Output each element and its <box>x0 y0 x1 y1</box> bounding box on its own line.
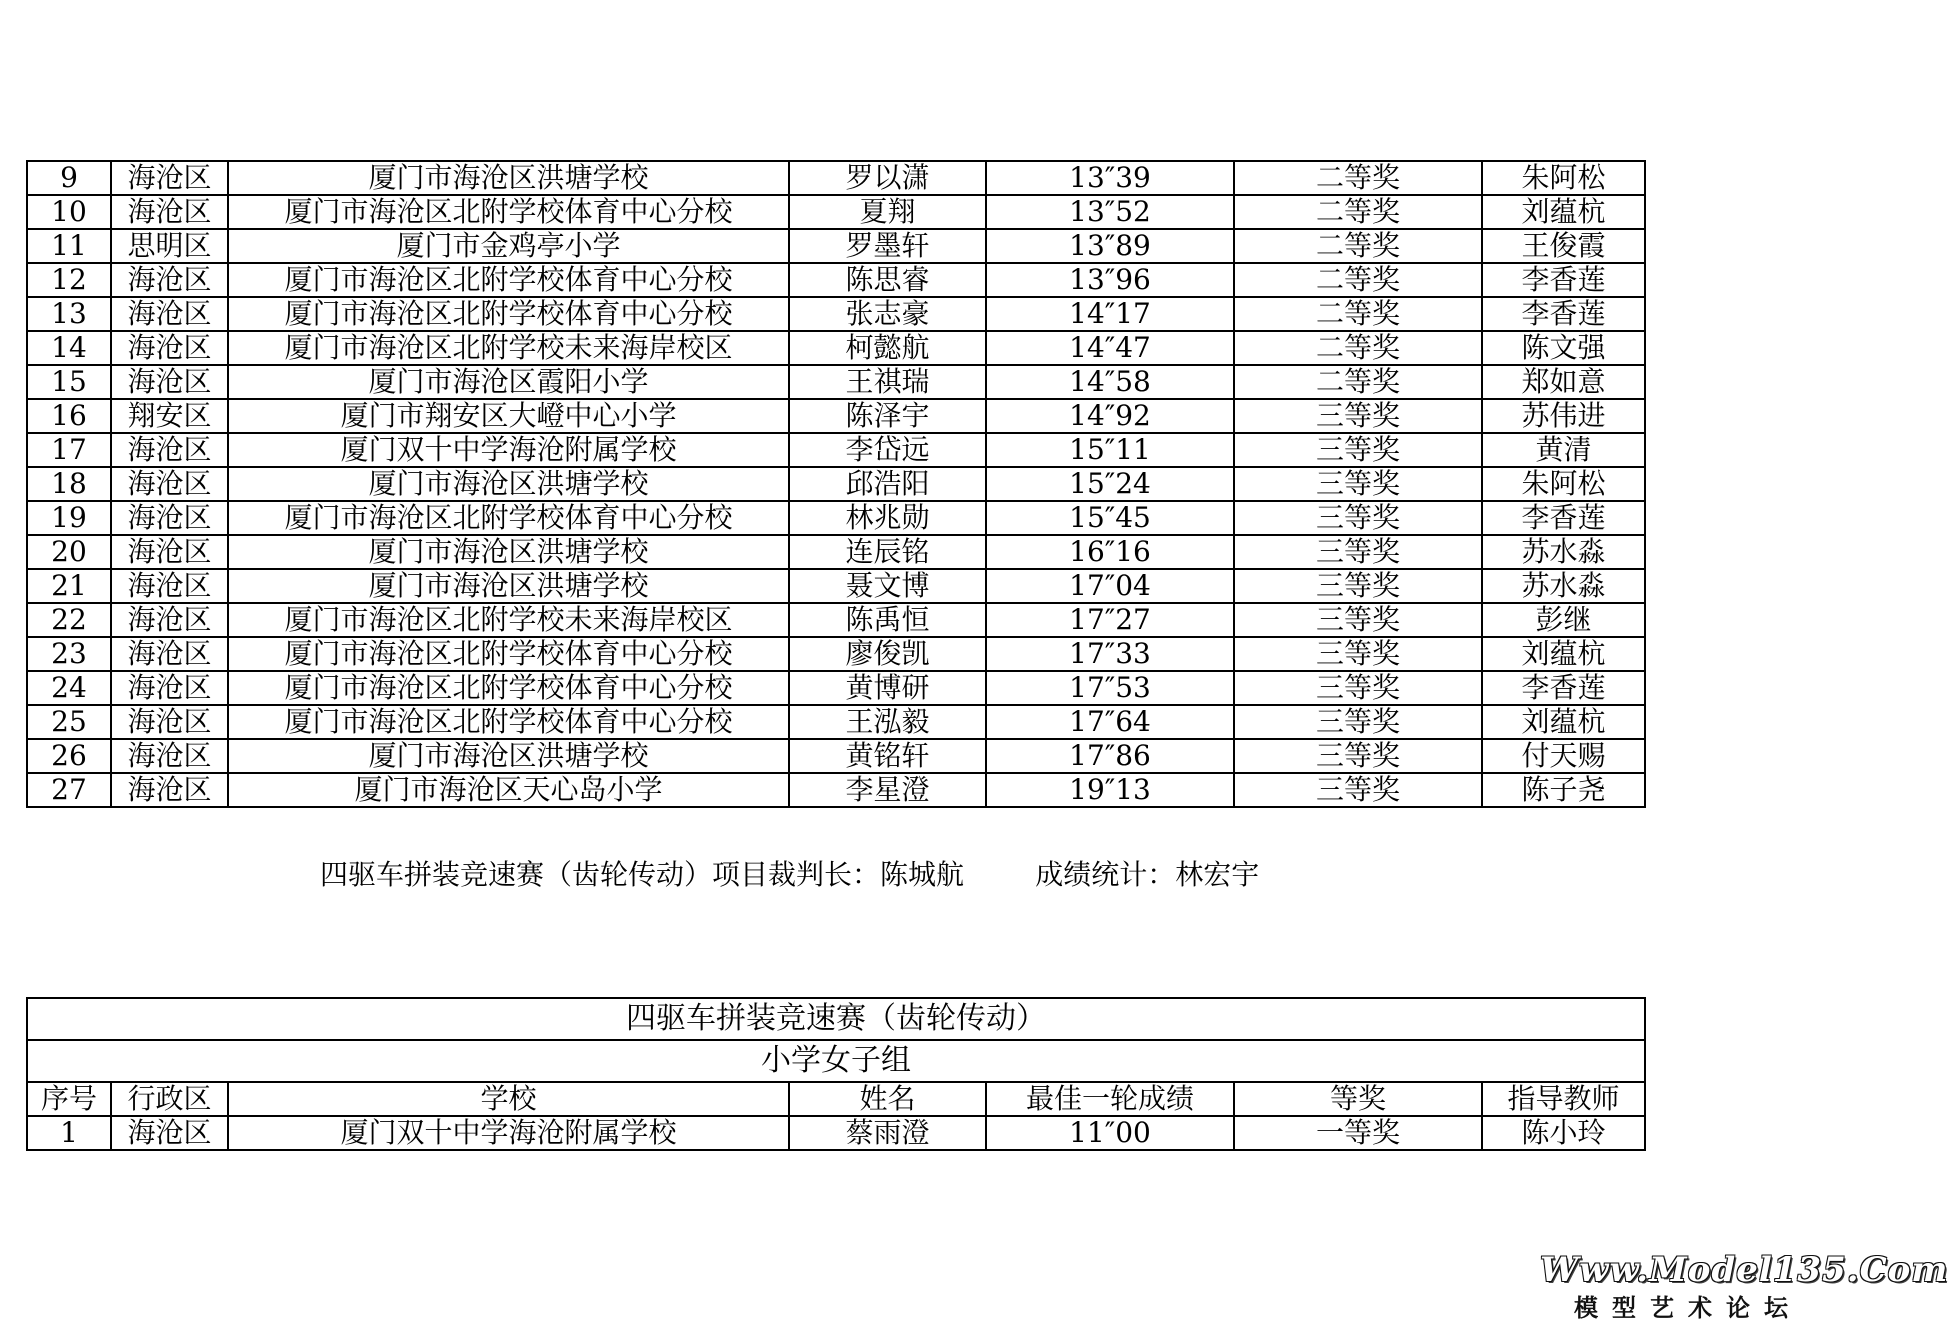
cell-name: 聂文博 <box>789 569 986 603</box>
cell-time: 19″13 <box>986 773 1234 807</box>
cell-teacher: 李香莲 <box>1482 297 1645 331</box>
cell-name: 连辰铭 <box>789 535 986 569</box>
cell-teacher: 郑如意 <box>1482 365 1645 399</box>
cell-district: 翔安区 <box>111 399 228 433</box>
cell-name: 陈禹恒 <box>789 603 986 637</box>
cell-name: 张志豪 <box>789 297 986 331</box>
cell-award: 二等奖 <box>1234 161 1482 195</box>
cell-award: 三等奖 <box>1234 433 1482 467</box>
cell-name: 夏翔 <box>789 195 986 229</box>
table-row <box>27 433 1645 467</box>
table-row <box>27 535 1645 569</box>
cell-district: 海沧区 <box>111 773 228 807</box>
cell-no: 24 <box>27 671 111 705</box>
cell-school: 厦门市海沧区北附学校体育中心分校 <box>228 263 789 297</box>
cell-no: 1 <box>27 1116 111 1150</box>
cell-name: 王祺瑞 <box>789 365 986 399</box>
cell-name: 陈泽宇 <box>789 399 986 433</box>
cell-award: 二等奖 <box>1234 263 1482 297</box>
cell-school: 厦门市海沧区北附学校体育中心分校 <box>228 297 789 331</box>
cell-time: 14″17 <box>986 297 1234 331</box>
table-subtitle: 小学女子组 <box>27 1040 1645 1082</box>
table-header-row <box>27 1082 1645 1116</box>
cell-time: 14″92 <box>986 399 1234 433</box>
cell-teacher: 苏伟进 <box>1482 399 1645 433</box>
girls-table <box>26 997 1646 1151</box>
cell-name: 黄博研 <box>789 671 986 705</box>
table-subtitle-row <box>27 1040 1645 1082</box>
cell-teacher: 刘蕴杭 <box>1482 705 1645 739</box>
cell-teacher: 朱阿松 <box>1482 467 1645 501</box>
referee-note: 四驱车拼装竞速赛（齿轮传动）项目裁判长：陈城航 成绩统计：林宏宇 <box>320 858 1260 891</box>
cell-award: 三等奖 <box>1234 467 1482 501</box>
cell-no: 14 <box>27 331 111 365</box>
table-row <box>27 739 1645 773</box>
cell-school: 厦门市海沧区北附学校未来海岸校区 <box>228 331 789 365</box>
cell-no: 27 <box>27 773 111 807</box>
cell-no: 18 <box>27 467 111 501</box>
cell-district: 海沧区 <box>111 637 228 671</box>
cell-school: 厦门双十中学海沧附属学校 <box>228 1116 789 1150</box>
cell-district: 海沧区 <box>111 263 228 297</box>
cell-school: 厦门市海沧区北附学校体育中心分校 <box>228 705 789 739</box>
cell-name: 陈思睿 <box>789 263 986 297</box>
cell-name: 罗墨轩 <box>789 229 986 263</box>
cell-school: 厦门市海沧区天心岛小学 <box>228 773 789 807</box>
table-row <box>27 569 1645 603</box>
cell-award: 三等奖 <box>1234 671 1482 705</box>
table-row <box>27 161 1645 195</box>
cell-name: 罗以潇 <box>789 161 986 195</box>
cell-district: 海沧区 <box>111 501 228 535</box>
cell-award: 三等奖 <box>1234 739 1482 773</box>
cell-name: 蔡雨澄 <box>789 1116 986 1150</box>
cell-teacher: 李香莲 <box>1482 263 1645 297</box>
table-row <box>27 467 1645 501</box>
cell-teacher: 苏水淼 <box>1482 535 1645 569</box>
watermark-forum: 模型艺术论坛 <box>1574 1294 1802 1322</box>
cell-district: 海沧区 <box>111 433 228 467</box>
header-teacher: 指导教师 <box>1482 1082 1645 1116</box>
cell-no: 11 <box>27 229 111 263</box>
cell-school: 厦门市海沧区霞阳小学 <box>228 365 789 399</box>
cell-teacher: 彭继 <box>1482 603 1645 637</box>
cell-teacher: 朱阿松 <box>1482 161 1645 195</box>
cell-school: 厦门市海沧区北附学校体育中心分校 <box>228 671 789 705</box>
cell-no: 22 <box>27 603 111 637</box>
cell-time: 17″04 <box>986 569 1234 603</box>
cell-time: 15″45 <box>986 501 1234 535</box>
cell-no: 16 <box>27 399 111 433</box>
cell-time: 17″53 <box>986 671 1234 705</box>
header-award: 等奖 <box>1234 1082 1482 1116</box>
cell-teacher: 刘蕴杭 <box>1482 637 1645 671</box>
cell-district: 海沧区 <box>111 535 228 569</box>
cell-district: 海沧区 <box>111 739 228 773</box>
cell-award: 三等奖 <box>1234 637 1482 671</box>
cell-no: 23 <box>27 637 111 671</box>
table-row <box>27 1116 1645 1150</box>
table-row <box>27 195 1645 229</box>
cell-time: 14″58 <box>986 365 1234 399</box>
cell-award: 二等奖 <box>1234 297 1482 331</box>
cell-award: 三等奖 <box>1234 569 1482 603</box>
cell-school: 厦门市海沧区北附学校体育中心分校 <box>228 501 789 535</box>
cell-district: 海沧区 <box>111 671 228 705</box>
cell-district: 海沧区 <box>111 705 228 739</box>
cell-award: 二等奖 <box>1234 229 1482 263</box>
cell-time: 17″27 <box>986 603 1234 637</box>
cell-district: 海沧区 <box>111 467 228 501</box>
results-table <box>26 160 1646 808</box>
cell-no: 26 <box>27 739 111 773</box>
cell-name: 黄铭轩 <box>789 739 986 773</box>
cell-school: 厦门市海沧区洪塘学校 <box>228 739 789 773</box>
cell-time: 13″96 <box>986 263 1234 297</box>
girls-body <box>27 998 1645 1150</box>
cell-school: 厦门市海沧区洪塘学校 <box>228 161 789 195</box>
cell-time: 13″39 <box>986 161 1234 195</box>
cell-teacher: 苏水淼 <box>1482 569 1645 603</box>
cell-name: 邱浩阳 <box>789 467 986 501</box>
cell-award: 三等奖 <box>1234 705 1482 739</box>
table-row <box>27 331 1645 365</box>
cell-school: 厦门市海沧区北附学校体育中心分校 <box>228 195 789 229</box>
cell-no: 21 <box>27 569 111 603</box>
table-row <box>27 637 1645 671</box>
header-best-time: 最佳一轮成绩 <box>986 1082 1234 1116</box>
cell-school: 厦门市海沧区北附学校未来海岸校区 <box>228 603 789 637</box>
cell-award: 二等奖 <box>1234 331 1482 365</box>
cell-name: 林兆勋 <box>789 501 986 535</box>
cell-award: 三等奖 <box>1234 603 1482 637</box>
cell-time: 14″47 <box>986 331 1234 365</box>
cell-school: 厦门市金鸡亭小学 <box>228 229 789 263</box>
cell-school: 厦门市海沧区洪塘学校 <box>228 467 789 501</box>
cell-time: 16″16 <box>986 535 1234 569</box>
table-row <box>27 671 1645 705</box>
cell-time: 11″00 <box>986 1116 1234 1150</box>
cell-district: 海沧区 <box>111 195 228 229</box>
header-no: 序号 <box>27 1082 111 1116</box>
cell-district: 海沧区 <box>111 331 228 365</box>
table-row <box>27 399 1645 433</box>
cell-award: 二等奖 <box>1234 365 1482 399</box>
cell-teacher: 李香莲 <box>1482 501 1645 535</box>
cell-award: 三等奖 <box>1234 501 1482 535</box>
cell-no: 19 <box>27 501 111 535</box>
cell-award: 三等奖 <box>1234 399 1482 433</box>
cell-teacher: 付天赐 <box>1482 739 1645 773</box>
table-title: 四驱车拼装竞速赛（齿轮传动） <box>27 998 1645 1040</box>
header-name: 姓名 <box>789 1082 986 1116</box>
cell-time: 15″11 <box>986 433 1234 467</box>
table-title-row <box>27 998 1645 1040</box>
cell-school: 厦门市海沧区北附学校体育中心分校 <box>228 637 789 671</box>
cell-award: 一等奖 <box>1234 1116 1482 1150</box>
cell-no: 12 <box>27 263 111 297</box>
header-district: 行政区 <box>111 1082 228 1116</box>
cell-name: 李星澄 <box>789 773 986 807</box>
cell-teacher: 陈子尧 <box>1482 773 1645 807</box>
table-row <box>27 603 1645 637</box>
table-row <box>27 263 1645 297</box>
cell-district: 海沧区 <box>111 365 228 399</box>
cell-time: 17″33 <box>986 637 1234 671</box>
cell-award: 三等奖 <box>1234 773 1482 807</box>
table-row <box>27 297 1645 331</box>
cell-district: 海沧区 <box>111 1116 228 1150</box>
table-row <box>27 501 1645 535</box>
cell-teacher: 刘蕴杭 <box>1482 195 1645 229</box>
cell-teacher: 李香莲 <box>1482 671 1645 705</box>
cell-no: 9 <box>27 161 111 195</box>
cell-district: 海沧区 <box>111 297 228 331</box>
cell-teacher: 王俊霞 <box>1482 229 1645 263</box>
cell-school: 厦门市海沧区洪塘学校 <box>228 569 789 603</box>
watermark-site: Www.Model135.Com <box>1540 1250 1948 1290</box>
results-body <box>27 161 1645 807</box>
cell-time: 13″52 <box>986 195 1234 229</box>
cell-time: 13″89 <box>986 229 1234 263</box>
cell-district: 海沧区 <box>111 569 228 603</box>
cell-time: 17″86 <box>986 739 1234 773</box>
cell-time: 15″24 <box>986 467 1234 501</box>
table-row <box>27 365 1645 399</box>
table-row <box>27 229 1645 263</box>
cell-award: 二等奖 <box>1234 195 1482 229</box>
cell-no: 15 <box>27 365 111 399</box>
cell-teacher: 陈小玲 <box>1482 1116 1645 1150</box>
cell-name: 柯懿航 <box>789 331 986 365</box>
cell-no: 25 <box>27 705 111 739</box>
cell-teacher: 陈文强 <box>1482 331 1645 365</box>
cell-award: 三等奖 <box>1234 535 1482 569</box>
cell-no: 13 <box>27 297 111 331</box>
cell-district: 海沧区 <box>111 161 228 195</box>
table-row <box>27 705 1645 739</box>
cell-school: 厦门市翔安区大嶝中心小学 <box>228 399 789 433</box>
cell-school: 厦门市海沧区洪塘学校 <box>228 535 789 569</box>
table-row <box>27 773 1645 807</box>
cell-name: 廖俊凯 <box>789 637 986 671</box>
cell-name: 李岱远 <box>789 433 986 467</box>
cell-school: 厦门双十中学海沧附属学校 <box>228 433 789 467</box>
cell-time: 17″64 <box>986 705 1234 739</box>
cell-teacher: 黄清 <box>1482 433 1645 467</box>
cell-name: 王泓毅 <box>789 705 986 739</box>
header-school: 学校 <box>228 1082 789 1116</box>
cell-district: 思明区 <box>111 229 228 263</box>
cell-no: 10 <box>27 195 111 229</box>
cell-no: 20 <box>27 535 111 569</box>
cell-no: 17 <box>27 433 111 467</box>
cell-district: 海沧区 <box>111 603 228 637</box>
